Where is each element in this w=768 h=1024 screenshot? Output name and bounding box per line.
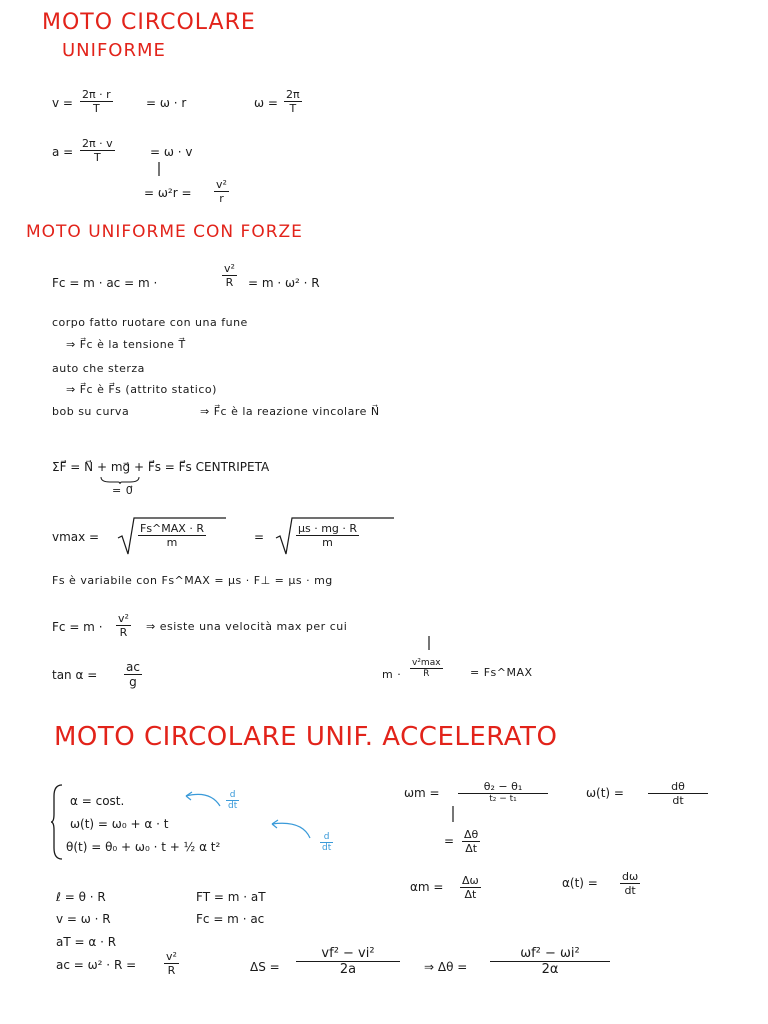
formula-dtheta-lhs: ⇒ Δθ = bbox=[424, 960, 468, 974]
formula-wm2-lhs: = bbox=[444, 834, 455, 848]
formula-a-denominator: T bbox=[80, 150, 115, 164]
formula-w-fraction bbox=[284, 88, 302, 115]
formula-vmax-fraction bbox=[138, 522, 206, 549]
formula-at-fraction bbox=[620, 870, 640, 897]
formula-dtheta-denominator: 2α bbox=[490, 961, 610, 977]
formula-tan-fraction bbox=[124, 660, 142, 689]
formula-w-lhs: ω = bbox=[254, 96, 278, 110]
formula-fc2-denominator: R bbox=[116, 625, 131, 639]
underbrace bbox=[100, 476, 140, 484]
formula-vmax-numerator: Fs^MAX · R bbox=[140, 522, 204, 535]
formula-a-rhs: = ω · v bbox=[150, 145, 193, 159]
formula-vmax2-numerator: μs · mg · R bbox=[298, 522, 358, 535]
note-fs-variabile: Fs è variabile con Fs^MAX = μs · F⊥ = μs · mg bbox=[52, 574, 333, 587]
formula-fc2-fraction bbox=[116, 612, 131, 639]
formula-am-denominator: Δt bbox=[460, 887, 481, 901]
section-title-moto-accelerato: MOTO CIRCOLARE UNIF. ACCELERATO bbox=[54, 722, 558, 752]
formula-w-denominator: T bbox=[284, 101, 302, 115]
derivative-label-2-den: dt bbox=[322, 843, 332, 853]
note-tensione: ⇒ F⃗c è la tensione T⃗ bbox=[66, 338, 186, 351]
formula-v-numerator: 2π · r bbox=[82, 88, 111, 101]
formula-linear-velocity: v = ω · R bbox=[56, 912, 111, 926]
formula-wm2-numerator: Δθ bbox=[464, 828, 479, 841]
formula-ds-lhs: ΔS = bbox=[250, 960, 280, 974]
system-theta-t: θ(t) = θ₀ + ω₀ · t + ½ α t² bbox=[66, 840, 221, 854]
formula-a-lhs: a = bbox=[52, 145, 74, 159]
formula-ft: FT = m · aT bbox=[196, 890, 266, 904]
formula-a2-numerator: v² bbox=[216, 178, 227, 191]
formula-ac-fraction bbox=[164, 950, 179, 977]
derivative-label-1-num: d bbox=[229, 790, 236, 800]
section-title-moto-circolare: MOTO CIRCOLARE bbox=[42, 10, 256, 35]
formula-fc-denominator: R bbox=[222, 275, 237, 289]
formula-wm2-denominator: Δt bbox=[462, 841, 480, 855]
note-curva: bob su curva bbox=[52, 405, 130, 418]
formula-tangential-accel: aT = α · R bbox=[56, 935, 117, 949]
note-attrito: ⇒ F⃗c è F⃗s (attrito statico) bbox=[66, 383, 217, 396]
derivative-label-2 bbox=[320, 832, 333, 853]
formula-arc-length: ℓ = θ · R bbox=[56, 890, 106, 904]
formula-vmax-denominator: m bbox=[138, 535, 206, 549]
formula-ds-numerator: vf² − vi² bbox=[321, 946, 375, 961]
formula-am-numerator: Δω bbox=[462, 874, 479, 887]
formula-a-numerator: 2π · v bbox=[82, 137, 113, 150]
formula-wm-numerator: θ₂ − θ₁ bbox=[483, 780, 523, 793]
formula-v-denominator: T bbox=[80, 101, 113, 115]
continuation-mark-2 bbox=[428, 636, 430, 650]
formula-wt-denominator: dt bbox=[648, 793, 708, 807]
formula-fc2-numerator: v² bbox=[118, 612, 129, 625]
note-reazione: ⇒ F⃗c è la reazione vincolare N⃗ bbox=[200, 405, 380, 418]
formula-tan-numerator: ac bbox=[126, 660, 140, 674]
formula-wt-lhs: ω(t) = bbox=[586, 786, 624, 800]
derivative-label-1-den: dt bbox=[228, 801, 238, 811]
note-velocita-max: ⇒ esiste una velocità max per cui bbox=[146, 620, 348, 633]
note-fune: corpo fatto ruotare con una fune bbox=[52, 316, 248, 329]
formula-v-rhs: = ω · r bbox=[146, 96, 187, 110]
formula-vmax-lhs: vmax = bbox=[52, 530, 100, 544]
formula-vmax2-fraction bbox=[296, 522, 359, 549]
formula-fc-rhs: = m · ω² · R bbox=[248, 276, 320, 290]
formula-v-fraction bbox=[80, 88, 113, 115]
formula-at-lhs: α(t) = bbox=[562, 876, 598, 890]
formula-dtheta-numerator: ωf² − ωi² bbox=[520, 946, 580, 961]
formula-wt-numerator: dθ bbox=[671, 780, 685, 793]
derivative-label-2-num: d bbox=[323, 832, 330, 842]
formula-m-fraction bbox=[410, 658, 443, 679]
formula-ac-numerator: v² bbox=[166, 950, 177, 963]
formula-v-lhs: v = bbox=[52, 96, 73, 110]
formula-fc-numerator: v² bbox=[224, 262, 235, 275]
formula-fc-lhs: Fc = m · ac = m · bbox=[52, 276, 158, 290]
formula-wm-lhs: ωm = bbox=[404, 786, 440, 800]
formula-a-fraction bbox=[80, 137, 115, 164]
formula-ac-lhs: ac = ω² · R = bbox=[56, 958, 137, 972]
formula-m-lhs: m · bbox=[382, 668, 402, 681]
formula-vmax-equals: = bbox=[254, 530, 265, 544]
formula-wm-fraction bbox=[458, 780, 548, 804]
formula-ac-denominator: R bbox=[164, 963, 179, 977]
derivative-label-1 bbox=[226, 790, 239, 811]
derivative-arrow-2 bbox=[266, 818, 316, 842]
formula-at-numerator: dω bbox=[622, 870, 639, 883]
formula-vmax2-denominator: m bbox=[296, 535, 359, 549]
formula-am-fraction bbox=[460, 874, 481, 901]
formula-am-lhs: αm = bbox=[410, 880, 444, 894]
formula-m-rhs: = Fs^MAX bbox=[470, 666, 533, 679]
formula-ds-fraction bbox=[296, 946, 400, 977]
note-sterza: auto che sterza bbox=[52, 362, 145, 375]
derivative-arrow-1 bbox=[180, 790, 226, 810]
formula-w-numerator: 2π bbox=[286, 88, 300, 101]
section-title-moto-uniforme-forze: MOTO UNIFORME CON FORZE bbox=[26, 222, 303, 242]
formula-at-denominator: dt bbox=[620, 883, 640, 897]
formula-wt-fraction bbox=[648, 780, 708, 807]
system-omega-t: ω(t) = ω₀ + α · t bbox=[70, 817, 169, 831]
continuation-mark-3 bbox=[452, 806, 454, 822]
section-subtitle-uniforme: UNIFORME bbox=[62, 40, 166, 61]
system-alpha-const: α = cost. bbox=[70, 794, 125, 808]
formula-sum-forces: ΣF⃗ = N⃗ + mg⃗ + F⃗s = F⃗s CENTRIPETA bbox=[52, 460, 270, 474]
formula-fc-m-ac: Fc = m · ac bbox=[196, 912, 265, 926]
formula-a2-lhs: = ω²r = bbox=[144, 186, 192, 200]
formula-sum-zero: = 0⃗ bbox=[112, 484, 134, 497]
formula-a2-denominator: r bbox=[214, 191, 229, 205]
continuation-mark bbox=[158, 162, 160, 176]
system-brace bbox=[50, 784, 64, 860]
formula-wm-denominator: t₂ − t₁ bbox=[458, 793, 548, 804]
formula-dtheta-fraction bbox=[490, 946, 610, 977]
formula-fc2-lhs: Fc = m · bbox=[52, 620, 103, 634]
formula-tan-lhs: tan α = bbox=[52, 668, 98, 682]
formula-ds-denominator: 2a bbox=[296, 961, 400, 977]
formula-m-numerator: v²max bbox=[412, 658, 441, 668]
formula-fc-fraction bbox=[222, 262, 237, 289]
formula-a2-fraction bbox=[214, 178, 229, 205]
formula-wm2-fraction bbox=[462, 828, 480, 855]
formula-m-denominator: R bbox=[410, 668, 443, 679]
formula-tan-denominator: g bbox=[124, 674, 142, 689]
